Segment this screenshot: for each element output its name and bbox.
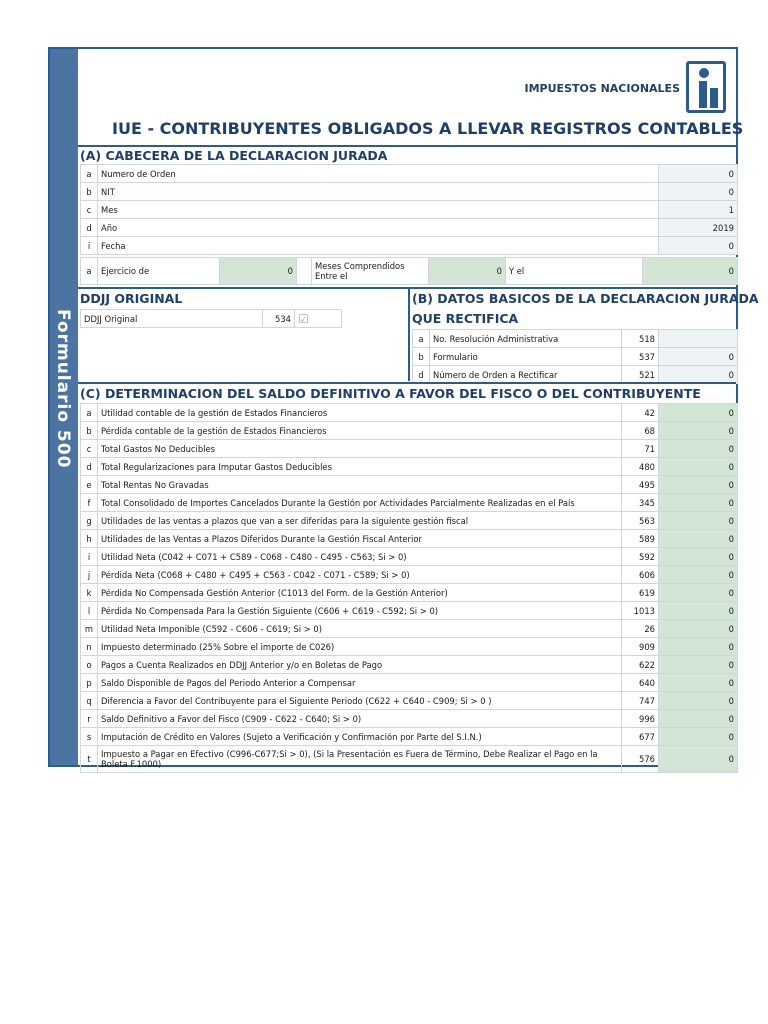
row-value-field[interactable]: 0	[659, 512, 738, 530]
row-letter: a	[413, 330, 430, 348]
ddjj-label: DDJJ Original	[81, 310, 263, 328]
table-row	[81, 530, 738, 548]
ddjj-checkbox[interactable]: ☑	[295, 310, 342, 328]
row-value-field[interactable]: 0	[659, 404, 738, 422]
table-row	[81, 404, 738, 422]
row-value-field[interactable]: 0	[659, 692, 738, 710]
row-label: Total Consolidado de Importes Cancelados Durante la Gestión por Actividades Parcialmente Realizadas en el País	[98, 494, 622, 512]
ddjj-code: 534	[263, 310, 295, 328]
row-label: Formulario	[430, 348, 622, 366]
table-row	[81, 638, 738, 656]
row-letter: a	[81, 404, 98, 422]
ejercicio-field[interactable]: 0	[220, 258, 297, 285]
row-value-field[interactable]: 0	[659, 476, 738, 494]
meses-label: Meses Comprendidos Entre el	[312, 258, 429, 285]
table-row	[81, 566, 738, 584]
row-value-field[interactable]: 1	[659, 201, 738, 219]
row-letter: h	[81, 530, 98, 548]
ejercicio-table	[80, 257, 738, 285]
row-label: NIT	[98, 183, 659, 201]
row-code: 1013	[622, 602, 659, 620]
table-row	[81, 602, 738, 620]
form-content	[78, 49, 759, 769]
section-b-title-2: QUE RECTIFICA	[412, 311, 519, 326]
table-row	[81, 476, 738, 494]
row-value-field[interactable]: 0	[659, 746, 738, 773]
row-value-field[interactable]: 2019	[659, 219, 738, 237]
row-letter: d	[81, 219, 98, 237]
section-a-title: (A) CABECERA DE LA DECLARACION JURADA	[80, 148, 388, 163]
table-row	[413, 348, 738, 366]
row-code: 563	[622, 512, 659, 530]
row-code: 26	[622, 620, 659, 638]
row-value-field[interactable]: 0	[659, 638, 738, 656]
row-code: 619	[622, 584, 659, 602]
table-row	[81, 440, 738, 458]
row-code: 537	[622, 348, 659, 366]
table-row	[81, 494, 738, 512]
row-letter: b	[413, 348, 430, 366]
row-label: No. Resolución Administrativa	[430, 330, 622, 348]
row-label: Impuesto a Pagar en Efectivo (C996-C677;Si > 0), (Si la Presentación es Fuera de Término, Debe Realizar el Pago en la Boleta F.1000)	[98, 746, 622, 773]
table-row	[81, 183, 738, 201]
row-code: 677	[622, 728, 659, 746]
row-letter: d	[413, 366, 430, 384]
row-value-field[interactable]: 0	[659, 440, 738, 458]
row-letter: c	[81, 440, 98, 458]
row-letter: o	[81, 656, 98, 674]
table-row	[81, 584, 738, 602]
impuestos-logo-icon	[686, 61, 726, 113]
row-code: 345	[622, 494, 659, 512]
sidebar-label: Formulario 500	[53, 309, 73, 469]
row-code: 68	[622, 422, 659, 440]
row-letter: l	[81, 602, 98, 620]
row-value-field[interactable]: 0	[659, 674, 738, 692]
sidebar	[50, 49, 78, 765]
section-b-table	[412, 329, 738, 384]
ejercicio-row	[81, 258, 738, 285]
row-label: Imputación de Crédito en Valores (Sujeto a Verificación y Confirmación por Parte del S.I.N.)	[98, 728, 622, 746]
row-code: 909	[622, 638, 659, 656]
row-letter: m	[81, 620, 98, 638]
row-letter: e	[81, 476, 98, 494]
row-letter: s	[81, 728, 98, 746]
row-letter: k	[81, 584, 98, 602]
row-label: Utilidades de las ventas a plazos que van a ser diferidas para la siguiente gestión fiscal	[98, 512, 622, 530]
table-row	[81, 746, 738, 773]
row-label: Pérdida Neta (C068 + C480 + C495 + C563 - C042 - C071 - C589; Si > 0)	[98, 566, 622, 584]
section-a-table	[80, 164, 738, 255]
row-label: Diferencia a Favor del Contribuyente para el Siguiente Periodo (C622 + C640 - C909; Si > 0 )	[98, 692, 622, 710]
yel-field[interactable]: 0	[643, 258, 738, 285]
row-letter: b	[81, 422, 98, 440]
section-c-table	[80, 403, 738, 773]
table-row	[413, 366, 738, 384]
meses-field[interactable]: 0	[429, 258, 506, 285]
row-code: 640	[622, 674, 659, 692]
table-row	[81, 548, 738, 566]
row-letter: p	[81, 674, 98, 692]
row-label: Impuesto determinado (25% Sobre el importe de C026)	[98, 638, 622, 656]
row-label: Utilidades de las Ventas a Plazos Diferidos Durante la Gestión Fiscal Anterior	[98, 530, 622, 548]
page-title: IUE - CONTRIBUYENTES OBLIGADOS A LLEVAR REGISTROS CONTABLES	[112, 119, 744, 138]
ddjj-title: DDJJ ORIGINAL	[80, 291, 183, 306]
row-value-field[interactable]: 0	[659, 422, 738, 440]
row-label: Año	[98, 219, 659, 237]
table-row	[81, 674, 738, 692]
table-row	[81, 620, 738, 638]
table-row	[81, 458, 738, 476]
row-code: 480	[622, 458, 659, 476]
row-code: 71	[622, 440, 659, 458]
row-letter: i	[81, 237, 98, 255]
row-value-field[interactable]: 0	[659, 656, 738, 674]
row-code: 622	[622, 656, 659, 674]
table-row	[81, 710, 738, 728]
section-b-title-1: (B) DATOS BASICOS DE LA DECLARACION JURADA	[412, 291, 759, 306]
row-letter: q	[81, 692, 98, 710]
form-500	[48, 47, 759, 769]
row-value-field[interactable]: 0	[659, 530, 738, 548]
table-row	[81, 422, 738, 440]
row-value-field[interactable]: 0	[659, 458, 738, 476]
row-value-field[interactable]: 0	[659, 728, 738, 746]
row-letter: f	[81, 494, 98, 512]
row-value-field[interactable]: 0	[659, 710, 738, 728]
section-c-title: (C) DETERMINACION DEL SALDO DEFINITIVO A FAVOR DEL FISCO O DEL CONTRIBUYENTE	[80, 386, 701, 401]
row-value-field[interactable]: 0	[659, 602, 738, 620]
row-code: 589	[622, 530, 659, 548]
row-letter: j	[81, 566, 98, 584]
row-letter: t	[81, 746, 98, 773]
row-letter: b	[81, 183, 98, 201]
row-value-field[interactable]	[659, 330, 738, 348]
row-code: 495	[622, 476, 659, 494]
row-letter: d	[81, 458, 98, 476]
row-value-field[interactable]: 0	[659, 494, 738, 512]
table-row	[81, 512, 738, 530]
logo-text: IMPUESTOS NACIONALES	[524, 82, 680, 95]
table-row	[81, 201, 738, 219]
row-value-field[interactable]: 0	[659, 620, 738, 638]
row-code: 521	[622, 366, 659, 384]
row-label: Pérdida contable de la gestión de Estados Financieros	[98, 422, 622, 440]
row-value-field[interactable]: 0	[659, 566, 738, 584]
row-label: Pérdida No Compensada Gestión Anterior (C1013 del Form. de la Gestión Anterior)	[98, 584, 622, 602]
table-row	[413, 330, 738, 348]
ddjj-row	[81, 310, 342, 328]
row-code: 576	[622, 746, 659, 773]
row-label: Número de Orden a Rectificar	[430, 366, 622, 384]
table-row	[81, 237, 738, 255]
table-row	[81, 728, 738, 746]
ejercicio-label: Ejercicio de	[98, 258, 220, 285]
table-row	[81, 165, 738, 183]
row-letter: r	[81, 710, 98, 728]
row-value-field[interactable]: 0	[659, 366, 738, 384]
row-label: Total Rentas No Gravadas	[98, 476, 622, 494]
row-value-field[interactable]: 0	[659, 548, 738, 566]
row-value-field[interactable]: 0	[659, 237, 738, 255]
row-label: Utilidad Neta Imponible (C592 - C606 - C619; Si > 0)	[98, 620, 622, 638]
row-label: Total Gastos No Deducibles	[98, 440, 622, 458]
row-label: Fecha	[98, 237, 659, 255]
row-label: Pagos a Cuenta Realizados en DDJJ Anterior y/o en Boletas de Pago	[98, 656, 622, 674]
row-label: Utilidad contable de la gestión de Estados Financieros	[98, 404, 622, 422]
row-letter: a	[81, 258, 98, 285]
table-row	[81, 692, 738, 710]
row-value-field[interactable]: 0	[659, 165, 738, 183]
row-label: Total Regularizaciones para Imputar Gastos Deducibles	[98, 458, 622, 476]
row-label: Numero de Orden	[98, 165, 659, 183]
row-letter: i	[81, 548, 98, 566]
yel-label: Y el	[506, 258, 643, 285]
row-code: 606	[622, 566, 659, 584]
row-code: 996	[622, 710, 659, 728]
row-code: 592	[622, 548, 659, 566]
ddjj-table	[80, 309, 342, 328]
row-code: 42	[622, 404, 659, 422]
row-value-field[interactable]: 0	[659, 348, 738, 366]
row-letter: g	[81, 512, 98, 530]
row-code: 518	[622, 330, 659, 348]
table-row	[81, 219, 738, 237]
row-letter: a	[81, 165, 98, 183]
row-label: Saldo Definitivo a Favor del Fisco (C909 - C622 - C640; Si > 0)	[98, 710, 622, 728]
row-code: 747	[622, 692, 659, 710]
row-label: Utilidad Neta (C042 + C071 + C589 - C068 - C480 - C495 - C563; Si > 0)	[98, 548, 622, 566]
row-label: Saldo Disponible de Pagos del Periodo Anterior a Compensar	[98, 674, 622, 692]
row-label: Mes	[98, 201, 659, 219]
row-value-field[interactable]: 0	[659, 584, 738, 602]
row-value-field[interactable]: 0	[659, 183, 738, 201]
table-row	[81, 656, 738, 674]
row-letter: c	[81, 201, 98, 219]
row-label: Pérdida No Compensada Para la Gestión Siguiente (C606 + C619 - C592; Si > 0)	[98, 602, 622, 620]
row-letter: n	[81, 638, 98, 656]
